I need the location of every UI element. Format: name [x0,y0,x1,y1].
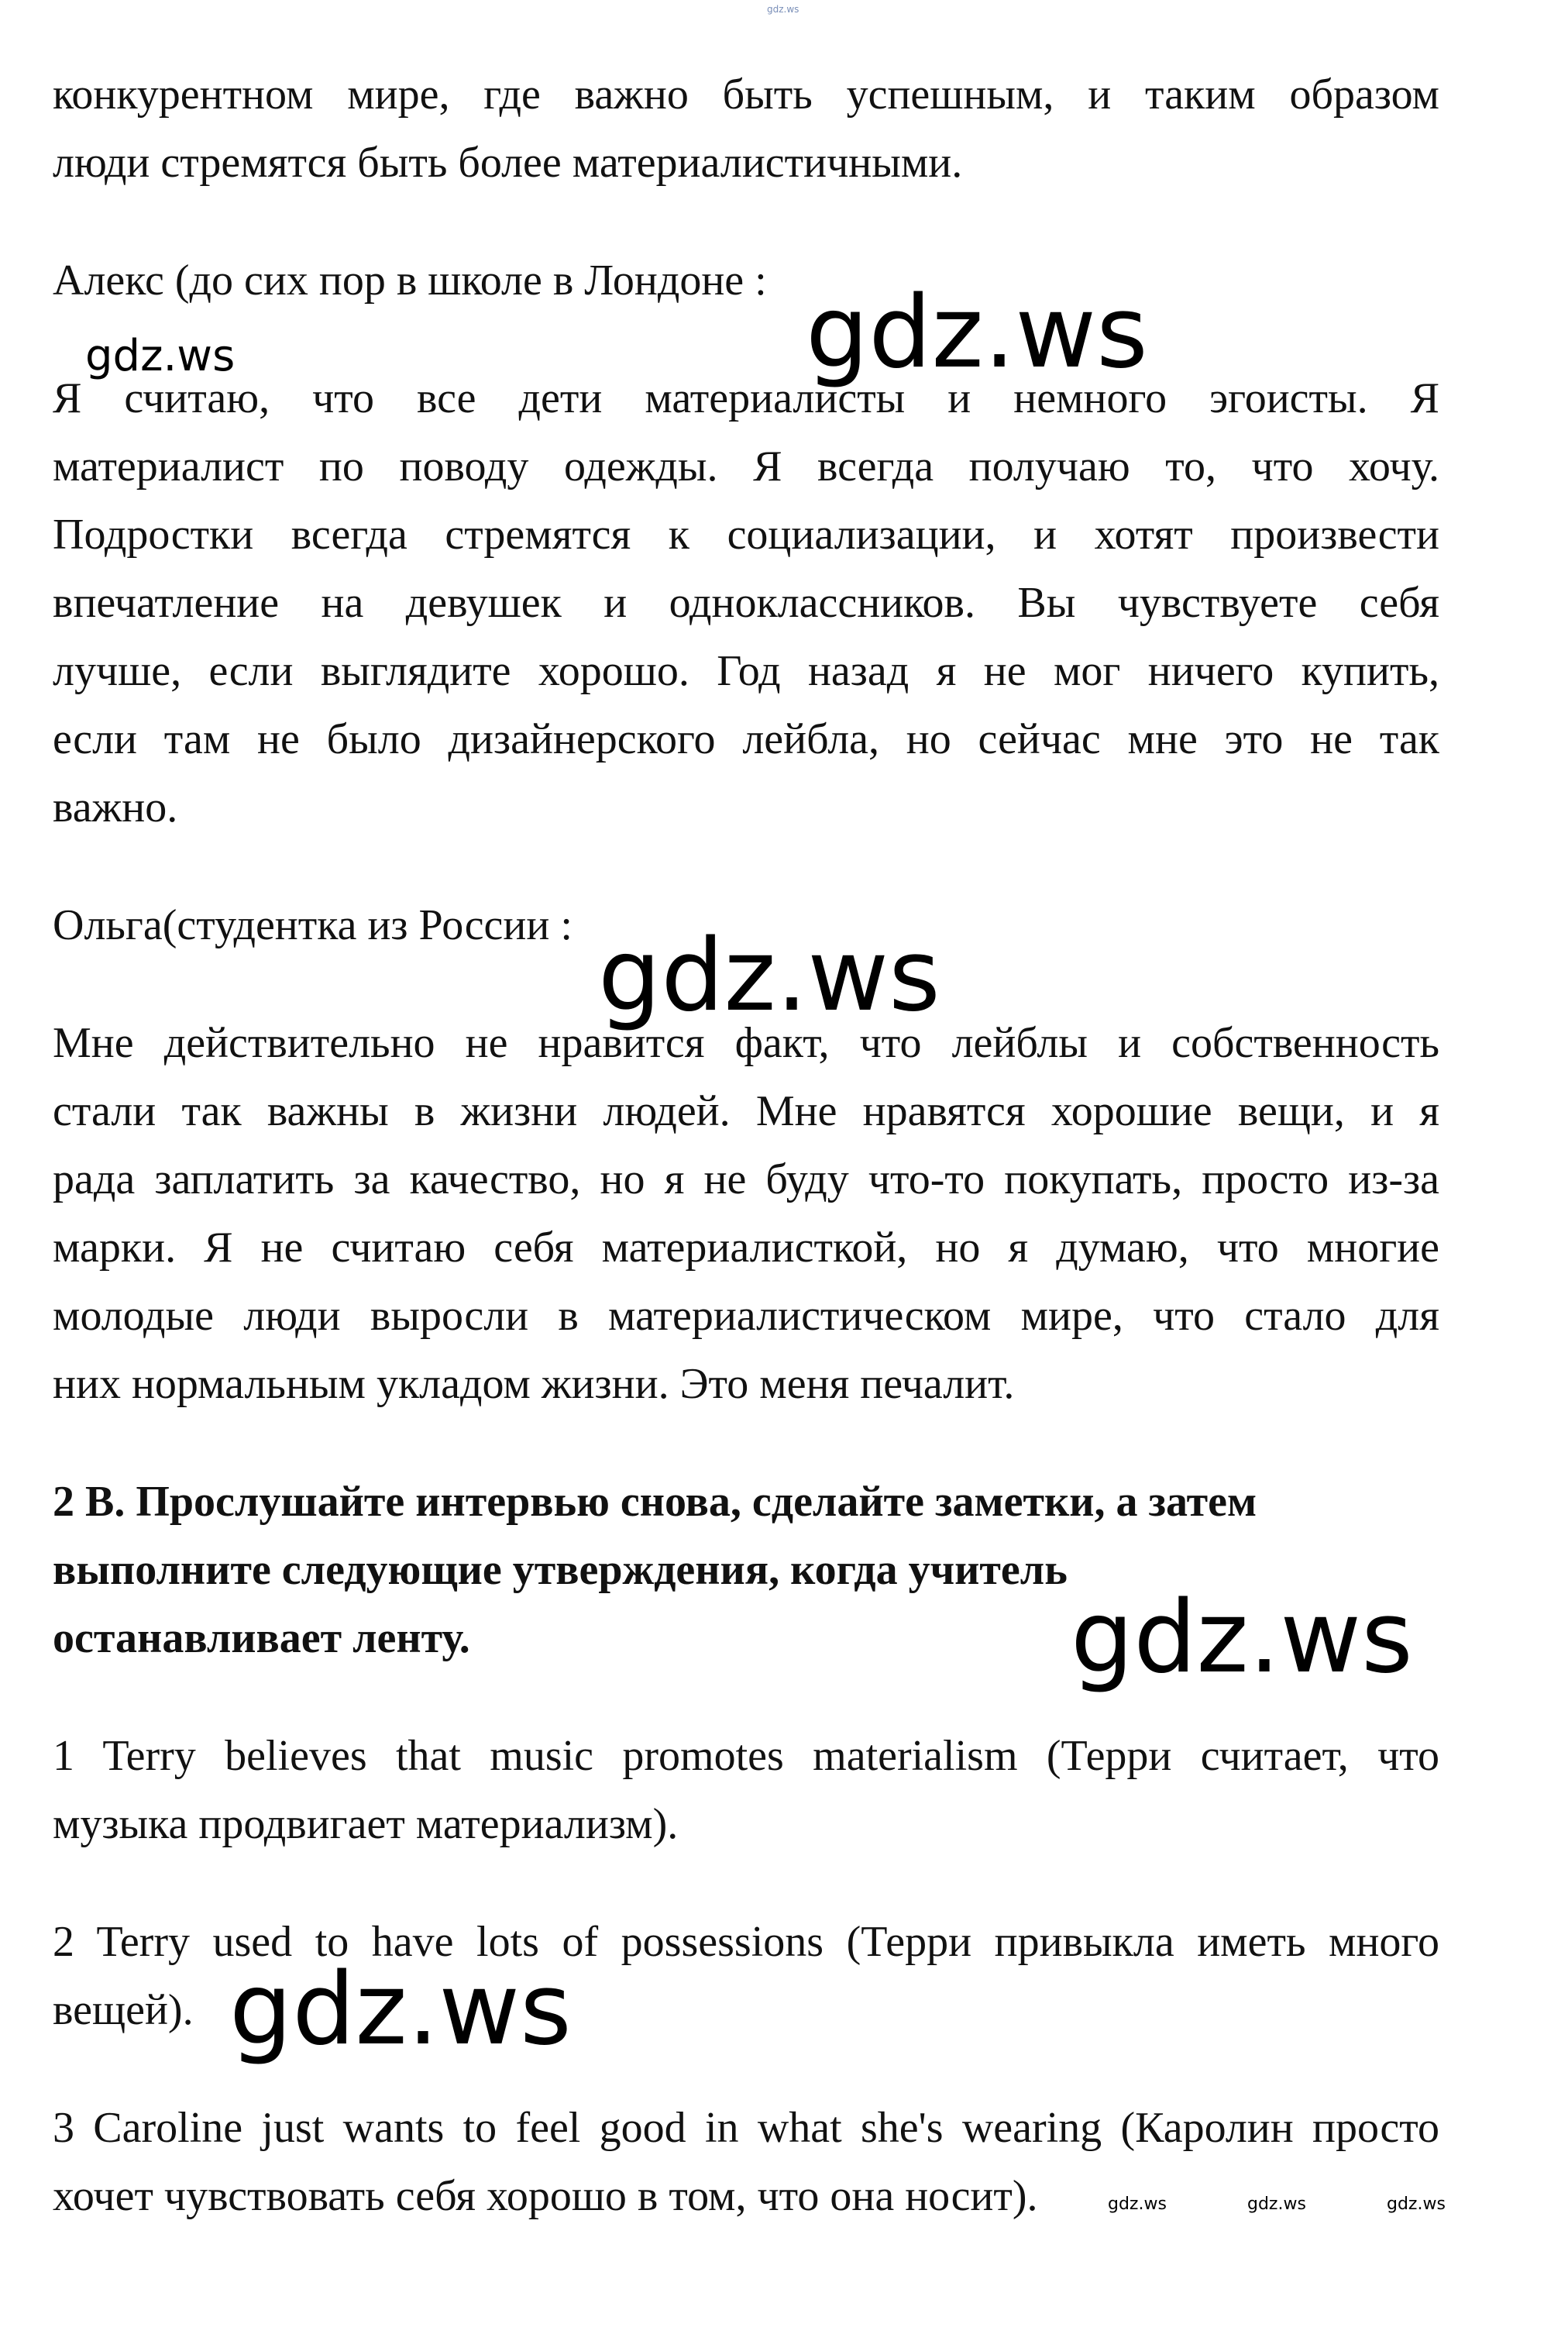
task-line-3: останавливает ленту. [53,1614,470,1662]
olga-line-3: рада заплатить за качество, но я не буду что-то покупать, просто из-за [53,1155,1439,1203]
statement-2-line-1: 2 Terry used to have lots of possessions (Терри привыкла иметь много [53,1918,1439,1966]
statement-1-line-2: музыка продвигает материализм). [53,1800,679,1848]
olga-heading: Ольга(студентка из России : [53,901,573,949]
alex-line-1: Я считаю, что все дети материалисты и немного эгоисты. Я [53,374,1439,422]
alex-line-4: впечатление на девушек и одноклассников. Вы чувствуете себя [53,579,1439,627]
intro-line-2: люди стремятся быть более материалистичными. [53,139,963,187]
watermark-6: gdz.ws [1480,2292,1539,2312]
olga-line-6: них нормальным укладом жизни. Это меня печалит. [53,1360,1015,1408]
watermark-3: gdz.ws [598,918,940,1034]
olga-line-4: марки. Я не считаю себя материалисткой, но я думаю, что многие [53,1224,1439,1272]
olga-line-5: молодые люди выросли в материалистическом мире, что стало для [53,1292,1439,1340]
intro-line-1: конкурентном мире, где важно быть успешным, и таким образом [53,71,1439,119]
alex-line-7: важно. [53,783,178,831]
olga-line-1: Мне действительно не нравится факт, что лейблы и собственность [53,1019,1439,1067]
watermark-4: gdz.ws [1071,1580,1413,1695]
statement-2-line-2: вещей). [53,1986,194,2034]
alex-line-2: материалист по поводу одежды. Я всегда получаю то, что хочу. [53,442,1439,491]
olga-line-2: стали так важны в жизни людей. Мне нравятся хорошие вещи, и я [53,1087,1439,1135]
statement-3-line-2: хочет чувствовать себя хорошо в том, что она носит). [53,2172,1038,2220]
watermark-1: gdz.ws [806,275,1148,391]
footer-watermark-1: gdz.ws [1108,2195,1167,2214]
alex-line-6: если там не было дизайнерского лейбла, но сейчас мне это не так [53,715,1439,763]
alex-line-5: лучше, если выглядите хорошо. Год назад я не мог ничего купить, [53,647,1439,695]
footer-watermark-2: gdz.ws [1247,2195,1306,2214]
watermark-5: gdz.ws [229,1952,572,2067]
watermark-2: gdz.ws [85,331,236,381]
statement-3-line-1: 3 Caroline just wants to feel good in what she's wearing (Каролин просто [53,2104,1439,2152]
task-line-2: выполните следующие утверждения, когда учитель [53,1546,1068,1594]
alex-line-3: Подростки всегда стремятся к социализации, и хотят произвести [53,511,1439,559]
statement-1-line-1: 1 Terry believes that music promotes materialism (Терри считает, что [53,1732,1439,1780]
alex-heading: Алекс (до сих пор в школе в Лондоне : [53,256,767,305]
watermark-top: gdz.ws [767,4,799,15]
footer-watermark-3: gdz.ws [1387,2195,1446,2214]
task-line-1: 2 B. Прослушайте интервью снова, сделайте заметки, а затем [53,1478,1257,1526]
